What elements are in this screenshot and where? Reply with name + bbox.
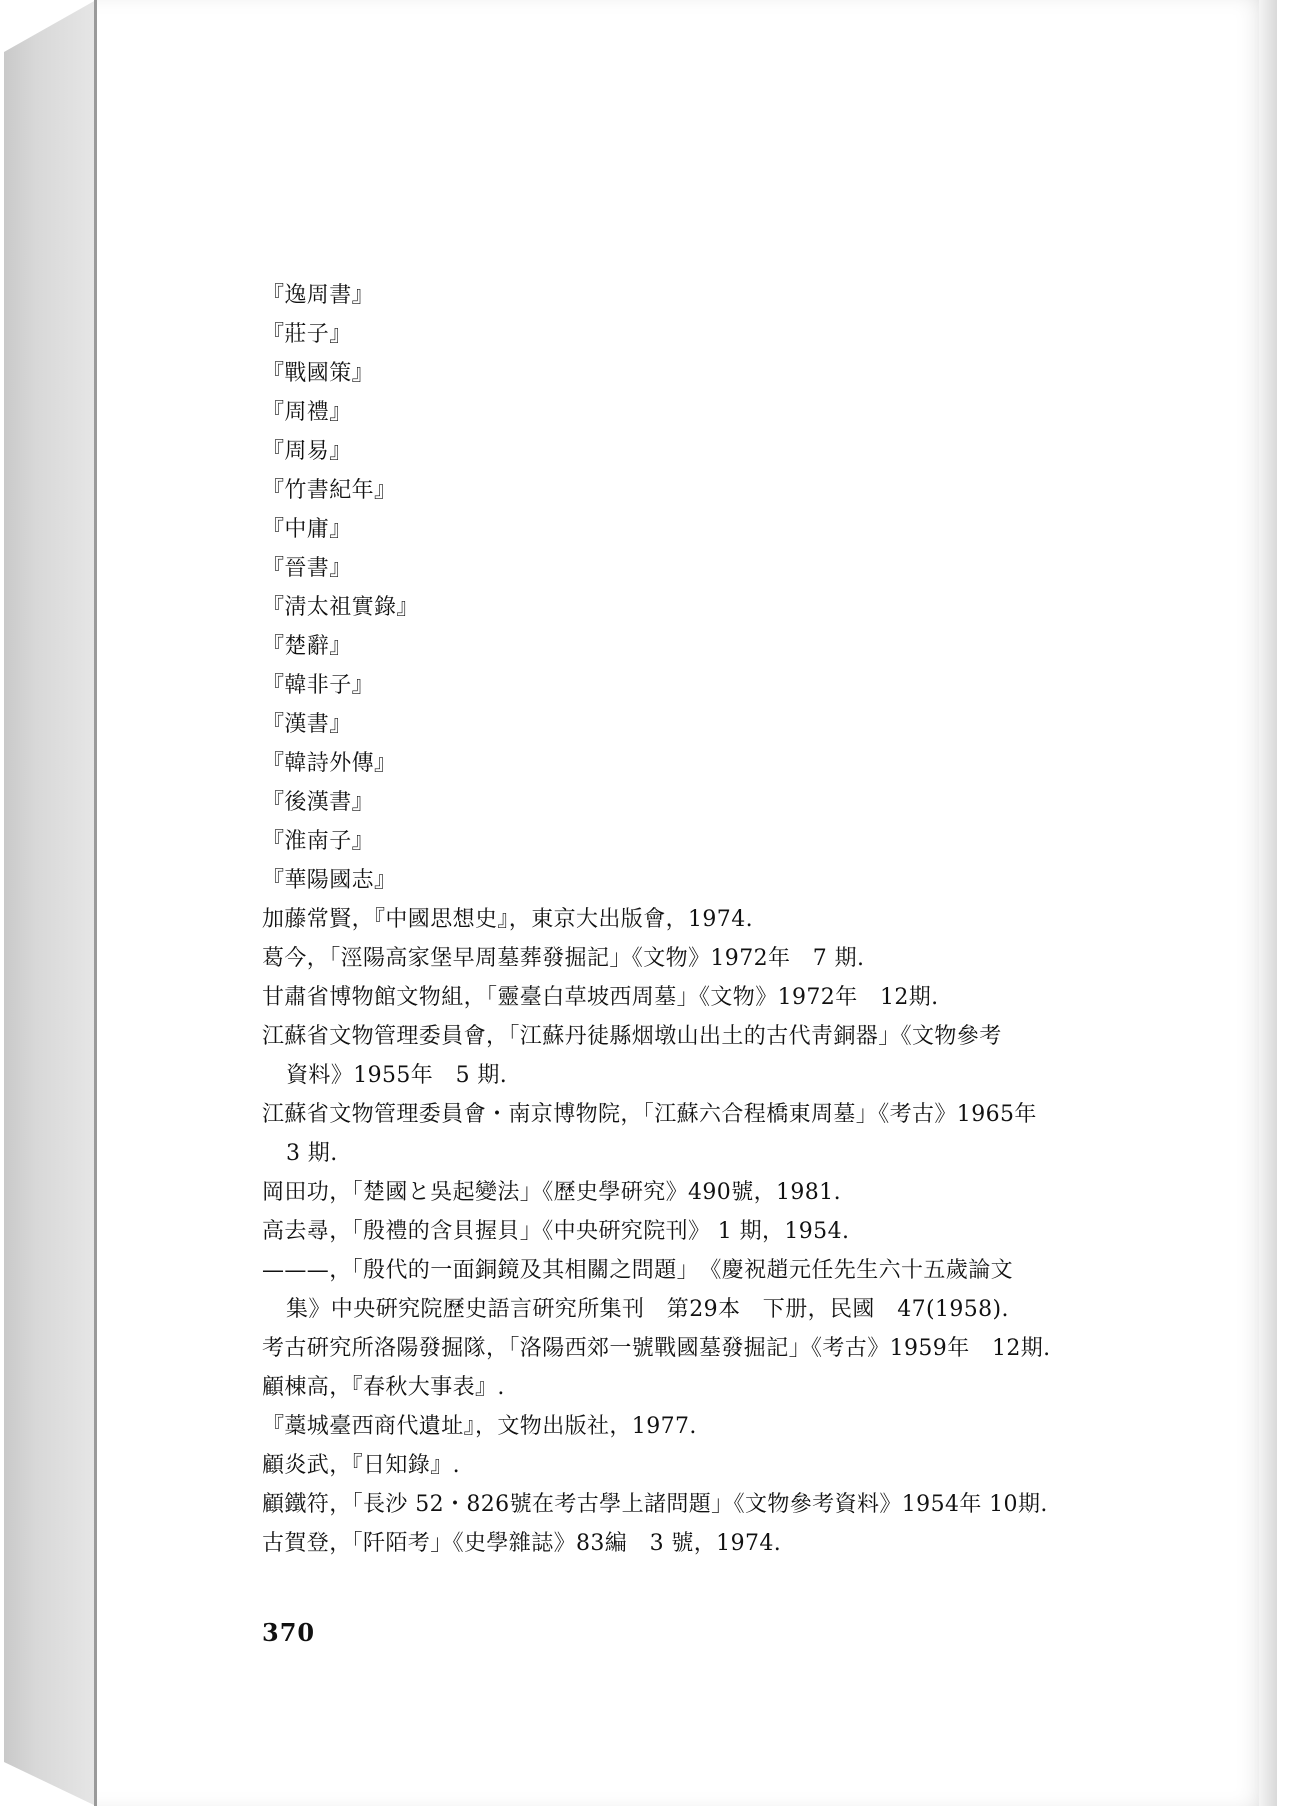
- page-edge: [1259, 0, 1277, 1806]
- entry-text: ———，「殷代的一面銅鏡及其相關之問題」 《慶祝趙元任先生六十五歲論文: [262, 1258, 1014, 1283]
- bibliography-entry: [262, 1524, 1092, 1563]
- bibliography-entry: [262, 393, 1092, 432]
- entry-text: 『周易』: [262, 439, 352, 464]
- entry-text: 『莊子』: [262, 322, 352, 347]
- entry-text: 『漢書』: [262, 712, 352, 737]
- entry-text: 『淮南子』: [262, 829, 375, 854]
- bibliography-entry: [262, 783, 1092, 822]
- entry-text: 考古硏究所洛陽發掘隊，「洛陽西郊一號戰國墓發掘記」《考古》1959年 12期.: [262, 1336, 1051, 1361]
- bibliography-entry: [262, 705, 1092, 744]
- entry-text: 『竹書紀年』: [262, 478, 397, 503]
- entry-text: 『逸周書』: [262, 283, 375, 308]
- entry-text: 甘肅省博物館文物組，「靈臺白草坡西周墓」《文物》1972年 12期.: [262, 985, 939, 1010]
- entry-text: 『中庸』: [262, 517, 352, 542]
- entry-text: 『華陽國志』: [262, 868, 397, 893]
- bibliography-entry: [262, 900, 1092, 939]
- bibliography-entry: [262, 1446, 1092, 1485]
- bibliography-entry: [262, 276, 1092, 315]
- bibliography-entry: [262, 510, 1092, 549]
- entry-text: 『後漢書』: [262, 790, 375, 815]
- book-spine: [4, 0, 96, 1806]
- bibliography-entry: [262, 1017, 1092, 1095]
- entry-text: 顧棟高，『春秋大事表』.: [262, 1375, 505, 1400]
- entry-continuation: 集》中央硏究院歷史語言硏究所集刊 第29本 下册，民國 47(1958).: [286, 1297, 1009, 1322]
- entry-text: 『韓詩外傳』: [262, 751, 397, 776]
- bibliography-entry: [262, 1095, 1092, 1173]
- bibliography-entry: [262, 1329, 1092, 1368]
- bibliography-entry: [262, 471, 1092, 510]
- entry-text: 『韓非子』: [262, 673, 375, 698]
- bibliography-entry: [262, 549, 1092, 588]
- entry-text: 古賀登，「阡陌考」《史學雜誌》83編 3 號，1974.: [262, 1531, 782, 1556]
- entry-continuation: 3 期.: [286, 1141, 338, 1166]
- entry-text: 『淸太祖實錄』: [262, 595, 419, 620]
- entry-text: 顧鐵符，「長沙 52・826號在考古學上諸問題」《文物參考資料》1954年 10期.: [262, 1492, 1048, 1517]
- entry-text: 岡田功，「楚國と吳起變法」《歷史學硏究》490號，1981.: [262, 1180, 841, 1205]
- entry-text: 『晉書』: [262, 556, 352, 581]
- entry-text: 江蘇省文物管理委員會，「江蘇丹徒縣烟墩山出土的古代靑銅器」《文物參考: [262, 1024, 1002, 1049]
- entry-text: 高去尋，「殷禮的含貝握貝」《中央硏究院刊》 1 期，1954.: [262, 1219, 850, 1244]
- bibliography-entry: [262, 666, 1092, 705]
- bibliography-entry: [262, 1368, 1092, 1407]
- entry-text: 江蘇省文物管理委員會・南京博物院，「江蘇六合程橋東周墓」《考古》1965年: [262, 1102, 1037, 1127]
- bibliography-entry: [262, 588, 1092, 627]
- entry-text: 顧炎武，『日知錄』.: [262, 1453, 460, 1478]
- bibliography-entry: [262, 1485, 1092, 1524]
- bibliography-entry: [262, 822, 1092, 861]
- entry-text: 『周禮』: [262, 400, 352, 425]
- bibliography-entry: [262, 627, 1092, 666]
- page-number: 370: [262, 1618, 316, 1647]
- bibliography-entry: [262, 744, 1092, 783]
- entry-text: 『戰國策』: [262, 361, 375, 386]
- bibliography-entry: [262, 1407, 1092, 1446]
- bibliography-entry: [262, 315, 1092, 354]
- entry-text: 『藁城臺西商代遺址』，文物出版社，1977.: [262, 1414, 697, 1439]
- bibliography-entry: [262, 939, 1092, 978]
- bibliography-entry: [262, 978, 1092, 1017]
- bibliography-entry: [262, 1251, 1092, 1329]
- entry-text: 加藤常賢，『中國思想史』，東京大出版會，1974.: [262, 907, 753, 932]
- bibliography-entry: [262, 1173, 1092, 1212]
- bibliography-entry: [262, 861, 1092, 900]
- bibliography-entry: [262, 1212, 1092, 1251]
- entry-text: 葛今，「涇陽高家堡早周墓葬發掘記」《文物》1972年 7 期.: [262, 946, 865, 971]
- entry-text: 『楚辭』: [262, 634, 352, 659]
- bibliography-entry: [262, 354, 1092, 393]
- bibliography-entry: [262, 432, 1092, 471]
- entry-continuation: 資料》1955年 5 期.: [286, 1063, 508, 1088]
- bibliography-list: [262, 276, 1092, 1563]
